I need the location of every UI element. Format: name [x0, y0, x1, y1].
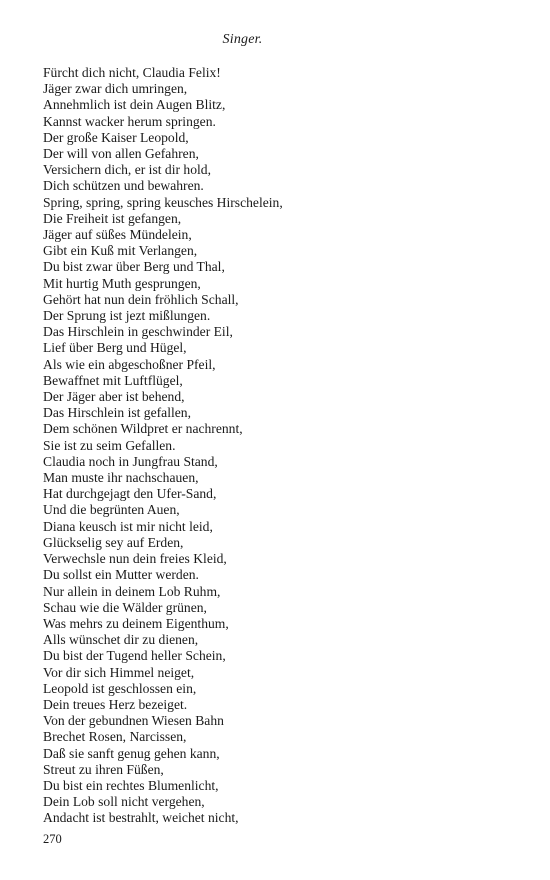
poem-line: Als wie ein abgeschoßner Pfeil, — [43, 356, 216, 372]
running-title: Singer. — [222, 32, 263, 47]
poem-line: Du bist der Tugend heller Schein, — [43, 648, 226, 664]
poem-line: Dich schützen und bewahren. — [43, 178, 204, 194]
poem-line: Von der gebundnen Wiesen Bahn — [43, 713, 224, 729]
poem-line: Glückselig sey auf Erden, — [43, 534, 184, 550]
poem-line: Brechet Rosen, Narcissen, — [43, 729, 187, 745]
page-number: 270 — [43, 832, 62, 846]
poem-text — [43, 65, 283, 827]
poem-line: Gehört hat nun dein fröhlich Schall, — [43, 291, 239, 307]
poem-line: Was mehrs zu deinem Eigenthum, — [43, 615, 229, 631]
poem-line: Versichern dich, er ist dir hold, — [43, 162, 211, 178]
poem-line: Der große Kaiser Leopold, — [43, 129, 189, 145]
poem-line: Streut zu ihren Füßen, — [43, 761, 164, 777]
poem-line: Verwechsle nun dein freies Kleid, — [43, 551, 227, 567]
poem-line: Gibt ein Kuß mit Verlangen, — [43, 243, 198, 259]
poem-line: Bewaffnet mit Luftflügel, — [43, 372, 183, 388]
poem-line: Und die begrünten Auen, — [43, 502, 180, 518]
poem-line: Leopold ist geschlossen ein, — [43, 680, 197, 696]
poem-line: Jäger zwar dich umringen, — [43, 81, 188, 97]
poem-line: Spring, spring, spring keusches Hirschelein, — [43, 194, 283, 210]
poem-line: Dein Lob soll nicht vergehen, — [43, 794, 205, 810]
poem-line: Jäger auf süßes Mündelein, — [43, 227, 192, 243]
poem-line: Daß sie sanft genug gehen kann, — [43, 745, 220, 761]
poem-line: Die Freiheit ist gefangen, — [43, 210, 182, 226]
poem-line: Das Hirschlein ist gefallen, — [43, 405, 191, 421]
poem-line: Fürcht dich nicht, Claudia Felix! — [43, 65, 221, 80]
poem-line: Sie ist zu seim Gefallen. — [43, 437, 176, 453]
poem-line: Alls wünschet dir zu dienen, — [43, 632, 199, 648]
poem-line: Der will von allen Gefahren, — [43, 146, 199, 162]
poem-line: Dein treues Herz bezeiget. — [43, 696, 188, 712]
poem-line: Vor dir sich Himmel neiget, — [43, 664, 195, 680]
poem-line: Du bist zwar über Berg und Thal, — [43, 259, 225, 275]
poem-line: Kannst wacker herum springen. — [43, 113, 216, 129]
poem-line: Der Sprung ist jezt mißlungen. — [43, 308, 211, 324]
poem-line: Das Hirschlein in geschwinder Eil, — [43, 324, 233, 340]
poem-line: Hat durchgejagt den Ufer-Sand, — [43, 486, 217, 502]
poem-line: Andacht ist bestrahlt, weichet nicht, — [43, 810, 239, 826]
poem-line: Mit hurtig Muth gesprungen, — [43, 275, 201, 291]
poem-line: Man muste ihr nachschauen, — [43, 470, 199, 486]
poem-line: Claudia noch in Jungfrau Stand, — [43, 453, 218, 469]
poem-line: Lief über Berg und Hügel, — [43, 340, 187, 356]
poem-line: Nur allein in deinem Lob Ruhm, — [43, 583, 221, 599]
poem-line: Du sollst ein Mutter werden. — [43, 567, 199, 583]
poem-line: Du bist ein rechtes Blumenlicht, — [43, 777, 219, 793]
poem-line: Der Jäger aber ist behend, — [43, 389, 185, 405]
poem-line: Schau wie die Wälder grünen, — [43, 599, 207, 615]
poem-line: Diana keusch ist mir nicht leid, — [43, 518, 213, 534]
poem-line: Annehmlich ist dein Augen Blitz, — [43, 97, 226, 113]
poem-line: Dem schönen Wildpret er nachrennt, — [43, 421, 243, 437]
